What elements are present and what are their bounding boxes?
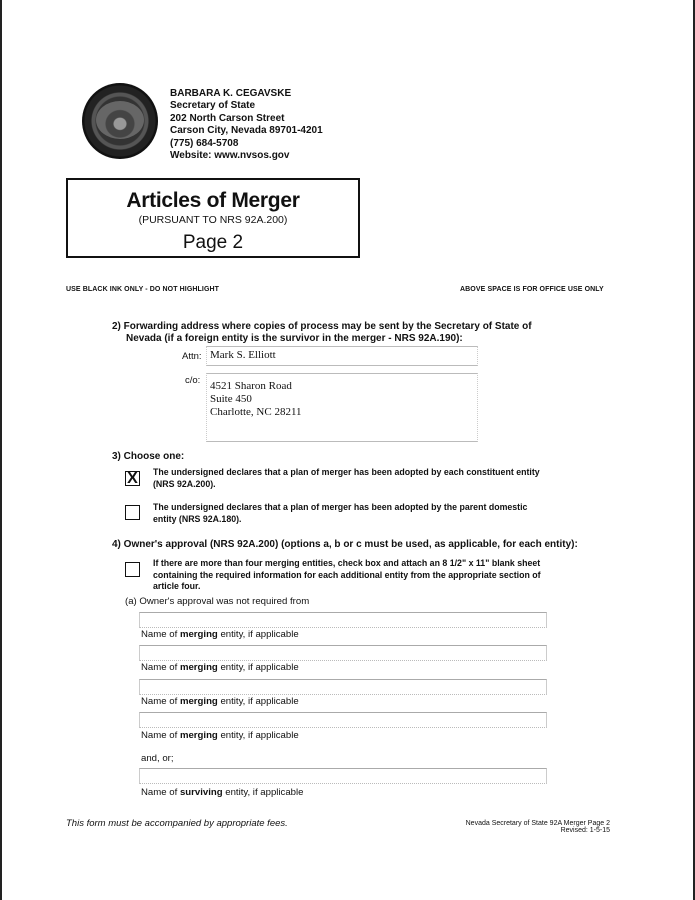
merging-entity-4-label: Name of merging entity, if applicable: [141, 730, 299, 741]
office-use-note: ABOVE SPACE IS FOR OFFICE USE ONLY: [460, 286, 604, 293]
address-line-1: 4521 Sharon Road: [210, 380, 292, 392]
ink-note: USE BLACK INK ONLY - DO NOT HIGHLIGHT: [66, 286, 220, 293]
merging-entity-1-field[interactable]: [139, 612, 547, 628]
office-city: Carson City, Nevada 89701-4201: [170, 125, 323, 137]
option-2-text: [153, 502, 527, 525]
option-a-label: (a) Owner's approval was not required from: [125, 596, 310, 607]
office-phone: (775) 684-5708: [170, 137, 239, 149]
extra-entities-checkbox[interactable]: [125, 562, 140, 577]
extra-entities-line-1: If there are more than four merging entities, check box and attach an 8 1/2" x 11" blank sheet: [153, 558, 541, 568]
extra-entities-line-2: containing the required information for each additional entity from the appropriate section of: [153, 569, 541, 580]
address-line-2: Suite 450: [210, 393, 252, 405]
address-line-3: Charlotte, NC 28211: [210, 406, 302, 418]
state-seal-icon: [82, 83, 158, 159]
secretary-role: Secretary of State: [170, 100, 256, 112]
section-4-heading: 4) Owner's approval (NRS 92A.200) (options a, b or c must be used, as applicable, for each entity):: [112, 539, 578, 550]
section-3-heading: 3) Choose one:: [112, 451, 185, 462]
merging-entity-3-field[interactable]: [139, 679, 547, 695]
and-or-label: and, or;: [141, 753, 174, 764]
option-1-checkbox[interactable]: [125, 471, 140, 486]
surviving-entity-field[interactable]: [139, 768, 547, 784]
form-title: Articles of Merger: [126, 189, 300, 212]
section-2-line-1: 2) Forwarding address where copies of process may be sent by the Secretary of State of: [112, 321, 532, 332]
extra-entities-text: [153, 558, 541, 593]
merging-entity-1-label: Name of merging entity, if applicable: [141, 629, 299, 640]
secretary-name: BARBARA K. CEGAVSKE: [170, 88, 292, 99]
merging-entity-2-label: Name of merging entity, if applicable: [141, 662, 299, 673]
surviving-entity-label: Name of surviving entity, if applicable: [141, 787, 304, 798]
option-1-text: [153, 467, 540, 490]
co-label: c/o:: [185, 375, 201, 386]
footer-revised: Revised: 1-5-15: [560, 827, 610, 834]
option-1-line-2: (NRS 92A.200).: [153, 478, 216, 489]
footer-form-info: [454, 820, 610, 834]
address-field[interactable]: [206, 373, 478, 442]
office-website: Website: www.nvsos.gov: [170, 150, 290, 162]
page-number: Page 2: [182, 232, 244, 253]
attn-field[interactable]: [206, 346, 478, 366]
footer-form-name: Nevada Secretary of State 92A Merger Page 2: [465, 820, 610, 827]
office-header: [170, 88, 323, 162]
checkbox-x-mark: X: [127, 470, 138, 487]
merging-entity-2-field[interactable]: [139, 645, 547, 661]
attn-label: Attn:: [182, 351, 202, 362]
form-subtitle: (PURSUANT TO NRS 92A.200): [138, 214, 288, 226]
option-2-line-1: The undersigned declares that a plan of merger has been adopted by the parent domestic: [153, 502, 528, 512]
option-2-line-2: entity (NRS 92A.180).: [153, 513, 242, 524]
attn-value: Mark S. Elliott: [210, 349, 276, 361]
section-2-line-2: Nevada (if a foreign entity is the survivor in the merger - NRS 92A.190):: [126, 333, 463, 344]
option-1-line-1: The undersigned declares that a plan of merger has been adopted by each constituent entity: [153, 467, 540, 477]
extra-entities-line-3: article four.: [153, 581, 201, 591]
merging-entity-4-field[interactable]: [139, 712, 547, 728]
option-2-checkbox[interactable]: [125, 505, 140, 520]
office-street: 202 North Carson Street: [170, 112, 285, 124]
title-box: [66, 178, 360, 258]
fees-note: This form must be accompanied by appropriate fees.: [66, 818, 288, 829]
merging-entity-3-label: Name of merging entity, if applicable: [141, 696, 299, 707]
